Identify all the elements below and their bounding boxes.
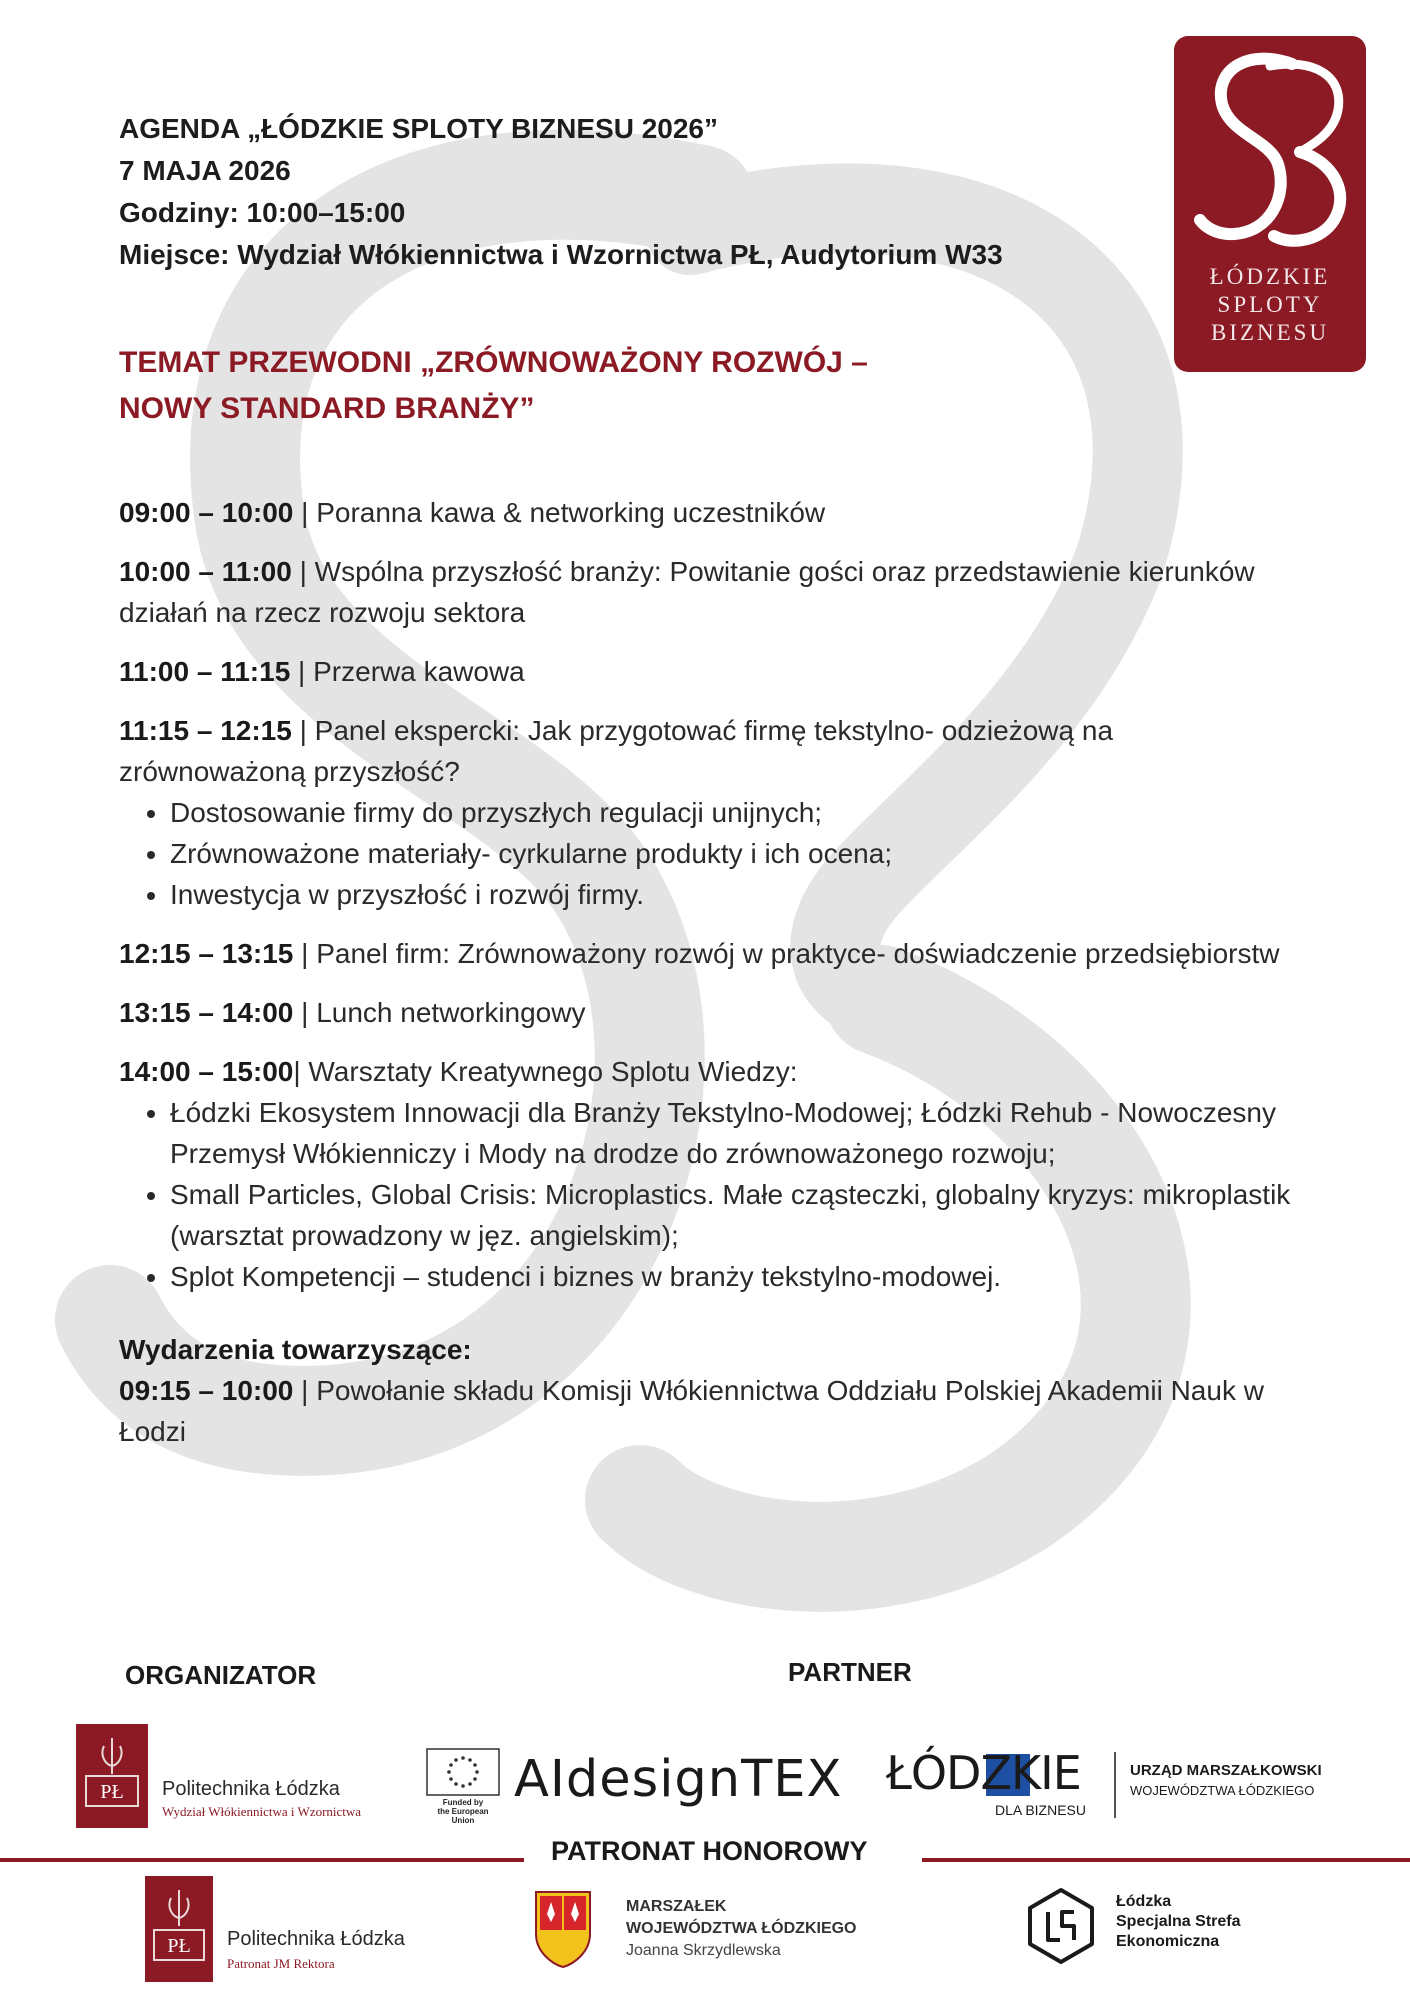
agenda-time: 14:00 – 15:00 — [119, 1056, 294, 1087]
urzad-line-2: WOJEWÓDZTWA ŁÓDZKIEGO — [1130, 1783, 1315, 1798]
aidesigntex-logo: AIdesignTEX — [514, 1750, 843, 1809]
eu-funded-logo — [426, 1748, 502, 1825]
svg-text:PŁ: PŁ — [100, 1781, 124, 1803]
agenda-text: Powołanie składu Komisji Włókiennictwa Oddziału Polskiej Akademii Nauk w Łodzi — [119, 1375, 1264, 1447]
event-header — [119, 108, 1003, 276]
organizer-name: Politechnika Łódzka — [162, 1778, 340, 1800]
lodzkie-dla-biznesu-logo — [886, 1746, 1096, 1820]
bullet-item: • Zrównoważone materiały- cyrkularne produkty i ich ocena; — [170, 833, 1299, 874]
svg-text:PŁ: PŁ — [167, 1935, 191, 1957]
pl-crest-icon — [76, 1724, 148, 1828]
agenda-separator: | — [290, 656, 314, 687]
lodzkie-word: ŁÓDZKIE — [886, 1746, 1081, 1800]
marszalek-line-2: WOJEWÓDZTWA ŁÓDZKIEGO — [626, 1920, 857, 1937]
ssse-line-1: Łódzka — [1116, 1893, 1172, 1910]
coat-of-arms-icon — [534, 1890, 592, 1968]
divider-line — [1114, 1752, 1116, 1818]
theme-line-2: NOWY STANDARD BRANŻY” — [119, 392, 535, 425]
agenda-item — [119, 1051, 1299, 1297]
eu-line-1: Funded by — [442, 1798, 484, 1807]
header-title: AGENDA „ŁÓDZKIE SPLOTY BIZNESU 2026” — [119, 113, 718, 144]
ssse-line-2: Specjalna Strefa — [1116, 1913, 1241, 1930]
ssse-line-3: Ekonomiczna — [1116, 1933, 1220, 1950]
header-hours: Godziny: 10:00–15:00 — [119, 197, 406, 228]
patronage-rule-right — [922, 1858, 1410, 1862]
ssse-logo — [1024, 1886, 1304, 1970]
patron-pl-name: Politechnika Łódzka — [227, 1928, 405, 1950]
header-venue: Miejsce: Wydział Włókiennictwa i Wzornictwa PŁ, Audytorium W33 — [119, 239, 1003, 270]
agenda-bullets — [119, 792, 1299, 915]
header-date: 7 MAJA 2026 — [119, 155, 291, 186]
agenda-text: Panel firm: Zrównoważony rozwój w praktyce- doświadczenie przedsiębiorstw — [316, 938, 1280, 969]
agenda-item — [119, 992, 1299, 1033]
organizer-faculty: Wydział Włókiennictwa i Wzornictwa — [162, 1804, 362, 1819]
agenda-bullets — [119, 1092, 1299, 1297]
agenda-time: 11:15 – 12:15 — [119, 715, 292, 746]
patronage-rule-left — [0, 1858, 524, 1862]
side-event-item — [119, 1370, 1299, 1452]
agenda-item — [119, 933, 1299, 974]
theme-line-1: TEMAT PRZEWODNI „ZRÓWNOWAŻONY ROZWÓJ – — [119, 346, 868, 379]
urzad-logo — [1130, 1762, 1322, 1798]
logo-line-2: SPLOTY — [1217, 292, 1323, 317]
side-events-title: Wydarzenia towarzyszące: — [119, 1334, 472, 1365]
agenda-item — [119, 710, 1299, 915]
agenda-text: Przerwa kawowa — [313, 656, 525, 687]
eu-line-2: the European Union — [437, 1807, 489, 1825]
agenda-separator: | — [293, 1056, 309, 1087]
agenda-time: 09:00 – 10:00 — [119, 497, 294, 528]
lodzkie-sub: DLA BIZNESU — [994, 1802, 1086, 1818]
agenda-separator: | — [293, 1375, 317, 1406]
bullet-item: • Łódzki Ekosystem Innowacji dla Branży Tekstylno-Modowej; Łódzki Rehub - Nowoczesny Przemysł Włókienniczy i Mody na drodze do zrównoważonego rozwoju; — [170, 1092, 1299, 1174]
bullet-item: • Splot Kompetencji – studenci i biznes w branży tekstylno-modowej. — [170, 1256, 1299, 1297]
logo-line-1: ŁÓDZKIE — [1209, 264, 1331, 289]
agenda-item — [119, 551, 1299, 633]
agenda-text: Warsztaty Kreatywnego Splotu Wiedzy: — [308, 1056, 798, 1087]
ssse-emblem-icon — [1024, 1886, 1098, 1966]
agenda-time: 09:15 – 10:00 — [119, 1375, 294, 1406]
pl-crest-icon — [145, 1876, 213, 1982]
agenda-item — [119, 651, 1299, 692]
agenda-text: Wspólna przyszłość branży: Powitanie gości oraz przedstawienie kierunków działań na rzecz rozwoju sektora — [119, 556, 1255, 628]
urzad-line-1: URZĄD MARSZAŁKOWSKI — [1130, 1762, 1322, 1779]
organizer-logo — [76, 1724, 396, 1828]
patronage-label: PATRONAT HONOROWY — [551, 1836, 868, 1866]
partner-label: PARTNER — [788, 1657, 912, 1687]
patron-pl-logo — [145, 1876, 405, 1982]
bullet-item: • Small Particles, Global Crisis: Microplastics. Małe cząsteczki, globalny kryzys: mikroplastik (warsztat prowadzony w jęz. angielskim); — [170, 1174, 1299, 1256]
marszalek-line-3: Joanna Skrzydlewska — [626, 1942, 781, 1959]
lodzkie-sploty-biznesu-logo — [1174, 36, 1366, 372]
agenda-time: 13:15 – 14:00 — [119, 997, 294, 1028]
agenda-text: Lunch networkingowy — [316, 997, 586, 1028]
bullet-item: • Dostosowanie firmy do przyszłych regulacji unijnych; — [170, 792, 1299, 833]
agenda-text: Panel ekspercki: Jak przygotować firmę tekstylno- odzieżową na zrównoważoną przyszłość? — [119, 715, 1114, 787]
agenda-separator: | — [293, 938, 317, 969]
eu-flag-icon — [426, 1748, 500, 1796]
agenda-separator: | — [293, 997, 317, 1028]
agenda-list — [119, 492, 1299, 1470]
agenda-text: Poranna kawa & networking uczestników — [316, 497, 826, 528]
marszalek-logo — [534, 1890, 914, 1970]
main-theme — [119, 340, 999, 432]
marszalek-line-1: MARSZAŁEK — [626, 1898, 727, 1915]
agenda-time: 10:00 – 11:00 — [119, 556, 292, 587]
logo-line-3: BIZNESU — [1210, 320, 1330, 345]
agenda-separator: | — [291, 715, 315, 746]
agenda-separator: | — [291, 556, 315, 587]
bullet-item: • Inwestycja w przyszłość i rozwój firmy. — [170, 874, 1299, 915]
agenda-separator: | — [293, 497, 317, 528]
organizer-label: ORGANIZATOR — [125, 1660, 317, 1690]
agenda-time: 12:15 – 13:15 — [119, 938, 294, 969]
patron-pl-sub: Patronat JM Rektora — [227, 1956, 335, 1971]
agenda-item — [119, 492, 1299, 533]
s8-monogram-icon — [1174, 36, 1366, 276]
agenda-time: 11:00 – 11:15 — [119, 656, 291, 687]
